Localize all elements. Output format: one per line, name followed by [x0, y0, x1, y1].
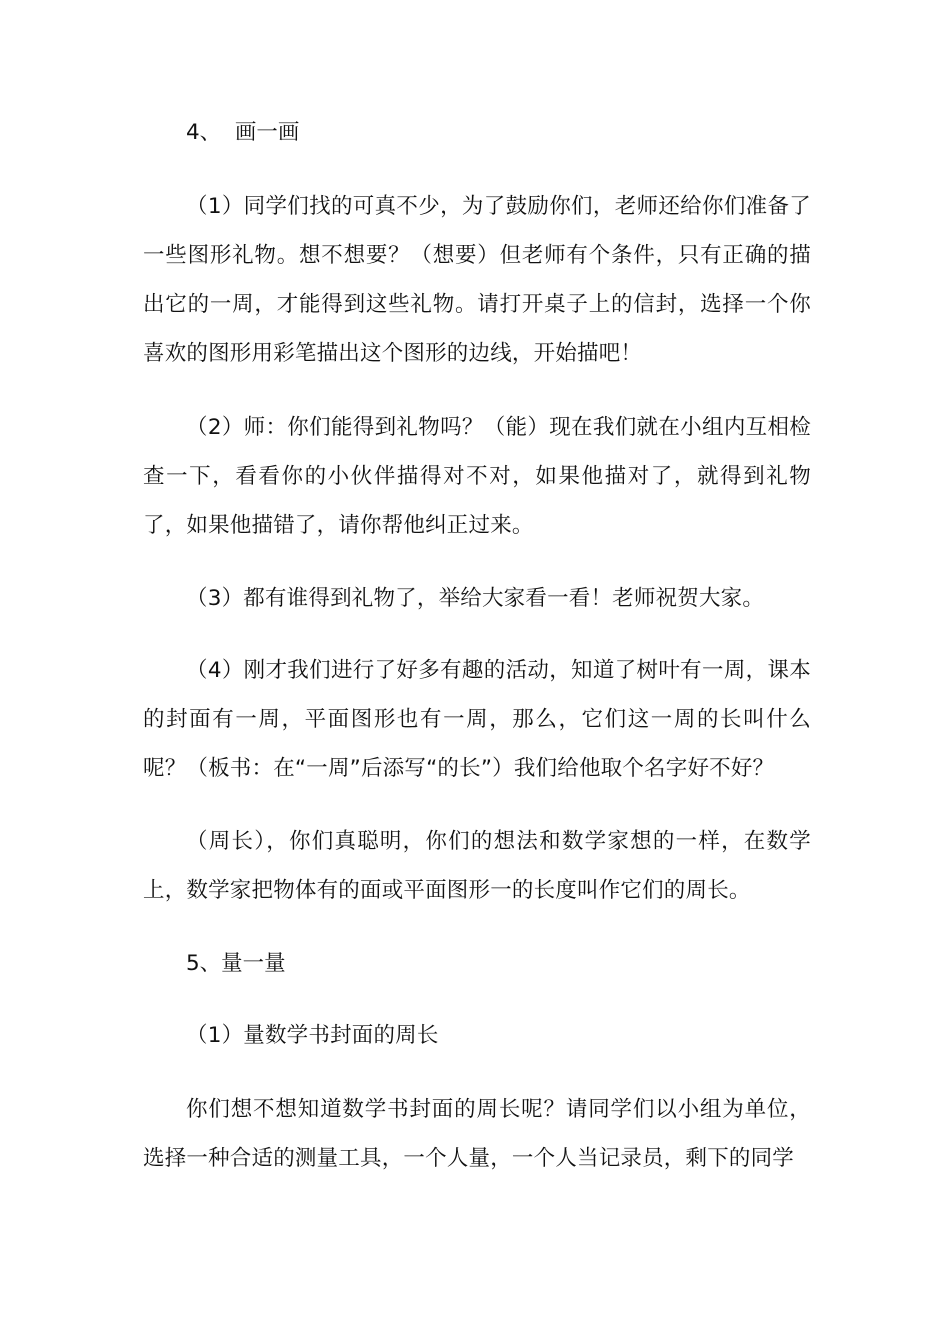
section-4-paragraph-4: （4）刚才我们进行了好多有趣的活动，知道了树叶有一周，课本的封面有一周，平面图形也有一周，那么，它们这一周的长叫什么呢？（板书：在“一周”后添写“的长”）我们给他取个名字好不好？: [143, 658, 811, 781]
section-4-paragraph-2: （2）师：你们能得到礼物吗？（能）现在我们就在小组内互相检查一下，看看你的小伙伴描得对不对，如果他描对了，就得到礼物了，如果他描错了，请你帮他纠正过来。: [143, 415, 811, 538]
section-5-subheading-1: （1）量数学书封面的周长: [186, 1023, 439, 1048]
section-4-paragraph-3: （3）都有谁得到礼物了，举给大家看一看！老师祝贺大家。: [186, 586, 765, 611]
section-4-paragraph-1: （1）同学们找的可真不少，为了鼓励你们，老师还给你们准备了一些图形礼物。想不想要？（想要）但老师有个条件，只有正确的描出它的一周，才能得到这些礼物。请打开桌子上的信封，选择一个你喜欢的图形用彩笔描出这个图形的边线，开始描吧！: [143, 194, 811, 366]
section-5-heading: 5、量一量: [186, 951, 286, 976]
section-4-heading: 4、 画一画: [186, 120, 300, 145]
section-5-paragraph-1: 你们想不想知道数学书封面的周长呢？请同学们以小组为单位，选择一种合适的测量工具，一个人量，一个人当记录员，剩下的同学: [143, 1097, 811, 1171]
section-4-paragraph-5: （周长），你们真聪明，你们的想法和数学家想的一样，在数学上，数学家把物体有的面或平面图形一的长度叫作它们的周长。: [143, 829, 811, 903]
